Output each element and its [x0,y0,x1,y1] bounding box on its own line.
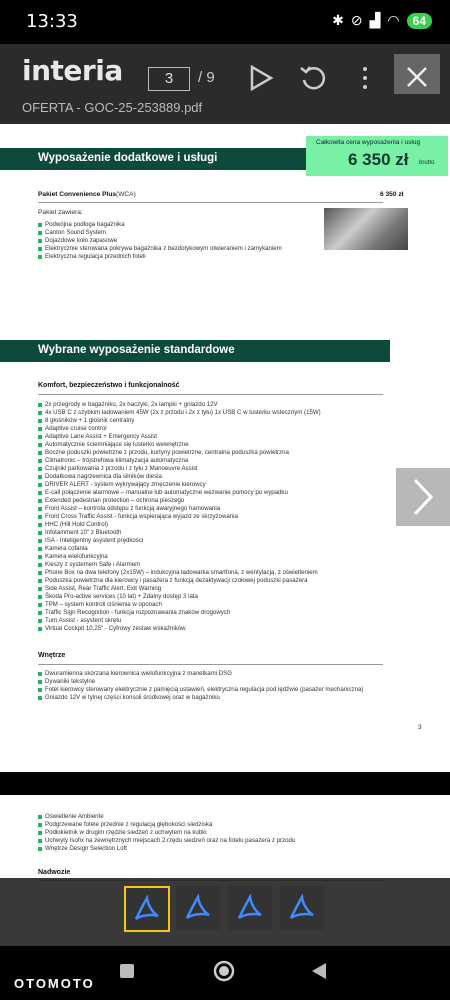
home-icon[interactable] [212,959,236,983]
list-item: Climatronic – trójstrefowa klimatyzacja automatyczna [38,457,321,465]
section-title: Wybrane wyposażenie standardowe [38,344,235,356]
section-title: Wyposażenie dodatkowe i usługi [38,152,218,164]
list-item: 4x USB C z szybkim ładowaniem 45W (2x z przodu i 2x z tyłu) 1x USB C w lusterku wstecznym (15W) [38,409,321,417]
list-item: Czujniki parkowania z przodu i z tyłu z Manoeuvre Assist [38,465,321,473]
battery-icon: 64 [407,13,432,29]
list-item: Kieszy z systemem Safe i Alarmem [38,561,321,569]
list-item: Uchwyty Isofix na zewnętrznych miejscach 2.rzędu siedzeń oraz na fotelu pasażera z przodu [38,837,295,845]
thumbnail-item[interactable] [124,886,170,932]
package-name: Pakiet Convenience Plus [38,191,117,198]
list-item: Extended pedestrian protection – ochrona pieszego [38,497,321,505]
list-item: Turn Assist - asystent skrętu [38,617,321,625]
list-item: Automatycznie ściemniające się lusterko wewnętrzne [38,441,321,449]
list-item: Elektryczna regulacja przednich foteli [38,253,282,261]
pdf-icon [288,894,316,922]
next-page-button[interactable] [396,468,450,526]
comfort-title: Komfort, bezpieczeństwo i funkcjonalność [38,382,180,389]
list-item: Poduszka powietrzna dla kierowcy i pasażera z funkcją dezaktywacji czołowej poduszki pasażera [38,577,321,585]
list-item: Kamera wielofunkcyjna [38,553,321,561]
list-item: Elektrycznie sterowana pokrywa bagażnika z bezdotykowym otwieraniem i zamykaniem [38,245,282,253]
package-items [38,221,282,261]
viewer-toolbar [0,44,450,94]
pdf-icon [133,895,161,923]
comfort-items [38,401,321,633]
price-value: 6 350 zł [348,150,409,169]
divider [38,202,383,203]
interia-logo: interia [22,54,123,87]
list-item: Wnętrze Design Selection Loft [38,845,295,853]
car-photo [324,208,408,250]
list-item: Podwójna podłoga bagażnika [38,221,282,229]
list-item: ISA - Inteligentny asystent prędkości [38,537,321,545]
list-item: Dodatkowa nagrzewnica dla silników diesla [38,473,321,481]
list-item: Škoda Pro-active services (10 lat) + Zdalny dostęp 3 lata [38,593,321,601]
list-item: Side Assist, Rear Traffic Alert, Exit Warning [38,585,321,593]
mute-icon: ⊘ [350,12,363,28]
list-item: Dojazdowe koło zapasowe [38,237,282,245]
package-contains: Pakiet zawiera: [38,209,83,216]
price-suffix: brutto [419,160,435,166]
status-icons [332,12,432,29]
list-item: Gniazdo 12V w tylnej części konsoli środkowej oraz w bagażniku [38,694,363,702]
list-item: Dwuramienna skórzana kierownica wielofunkcyjna z manetkami DSG [38,670,363,678]
list-item: Podłokietnik w drugim rzędzie siedzeń z uchwytem na kubki [38,829,295,837]
list-item: Adaptive cruise control [38,425,321,433]
pdf-page [0,124,450,772]
list-item: TPM – system kontroli ciśnienia w oponach [38,601,321,609]
bluetooth-icon: ✱ [332,12,344,28]
interior-items [38,670,363,702]
page-number: 3 [418,724,422,731]
list-item: Adaptive Lane Assist + Emergency Assist [38,433,321,441]
thumbnail-item[interactable] [228,886,272,930]
page-total: / 9 [198,69,215,86]
package-code: (WCA) [116,191,136,198]
signal-icon: ▟ [369,12,381,28]
pdf-icon [184,894,212,922]
total-price-box [306,136,448,176]
system-nav-bar [0,946,450,1000]
list-item: Kamera cofania [38,545,321,553]
list-item: Front Cross Traffic Assist - funkcja wspierająca wyjazd ze skrzyżowania [38,513,321,521]
wifi-icon: ◠ [387,12,400,28]
divider [38,664,383,665]
list-item: HHC (Hill Hold Control) [38,521,321,529]
interior-title: Wnętrze [38,652,66,659]
close-icon [406,66,428,88]
section-band-standard [0,340,390,362]
thumbnail-item[interactable] [280,886,324,930]
status-bar [0,0,450,44]
page4-items [38,813,295,853]
list-item: Virtual Cockpit 10,25" - Cyfrowy zestaw wskaźników [38,625,321,633]
thumbnail-strip [0,878,450,946]
exterior-title: Nadwozie [38,869,71,876]
divider [38,394,383,395]
list-item: Front Assist – kontrola odstępu z funkcją awaryjnego hamowania [38,505,321,513]
package-price: 6 350 zł [380,191,404,198]
list-item: Phone Box na dwa telefony (2x15W) – indukcyjna ładowarka smartfoná, z wentylacją, z oświetleniem [38,569,321,577]
more-options-icon[interactable] [360,66,370,90]
list-item: DRIVER ALERT - system wykrywający zmęczenie kierowcy [38,481,321,489]
list-item: Infotainment 10" z Bluetooth [38,529,321,537]
list-item: Fotel kierowcy sterowany elektrycznie z pamięcią ustawień, elektryczna regulacja pod lędźwie (pasażer mechaniczna) [38,686,363,694]
page-number-input[interactable]: 3 [148,67,190,91]
list-item: Traffic Sign Recognition - funkcja rozpoznawania znaków drogowych [38,609,321,617]
list-item: Boczne poduszki powietrzne z przodu, kurtyny powietrzne, centralna poduszka powietrzna [38,449,321,457]
list-item: Dywaniki tekstylne [38,678,363,686]
recents-icon[interactable] [118,962,136,980]
filename-bar [0,94,450,124]
price-caption: Całkowita cena wyposażenia i usług [316,139,421,146]
list-item: 8 głośników + 1 głośnik centralny [38,417,321,425]
list-item: Oświetlenie Ambiente [38,813,295,821]
otomoto-logo: OTOMOTO [14,976,95,991]
list-item: E-call połączenie alarmowe – manualne lub automatyczne wezwanie pomocy po wypadku [38,489,321,497]
clock: 13:33 [26,11,78,32]
list-item: Canton Sound System [38,229,282,237]
thumbnail-item[interactable] [176,886,220,930]
rotate-icon[interactable] [298,62,328,92]
list-item: 2x przegrody w bagażniku, 2x haczyki, 2x lampki + gniazdo 12V [38,401,321,409]
back-icon[interactable] [310,961,328,981]
chevron-right-icon [411,477,435,517]
play-icon[interactable] [248,64,274,92]
list-item: Podgrzewane fotele przednie z regulacją głębokości siedziska [38,821,295,829]
file-name: OFERTA - GOC-25-253889.pdf [22,100,203,115]
pdf-icon [236,894,264,922]
